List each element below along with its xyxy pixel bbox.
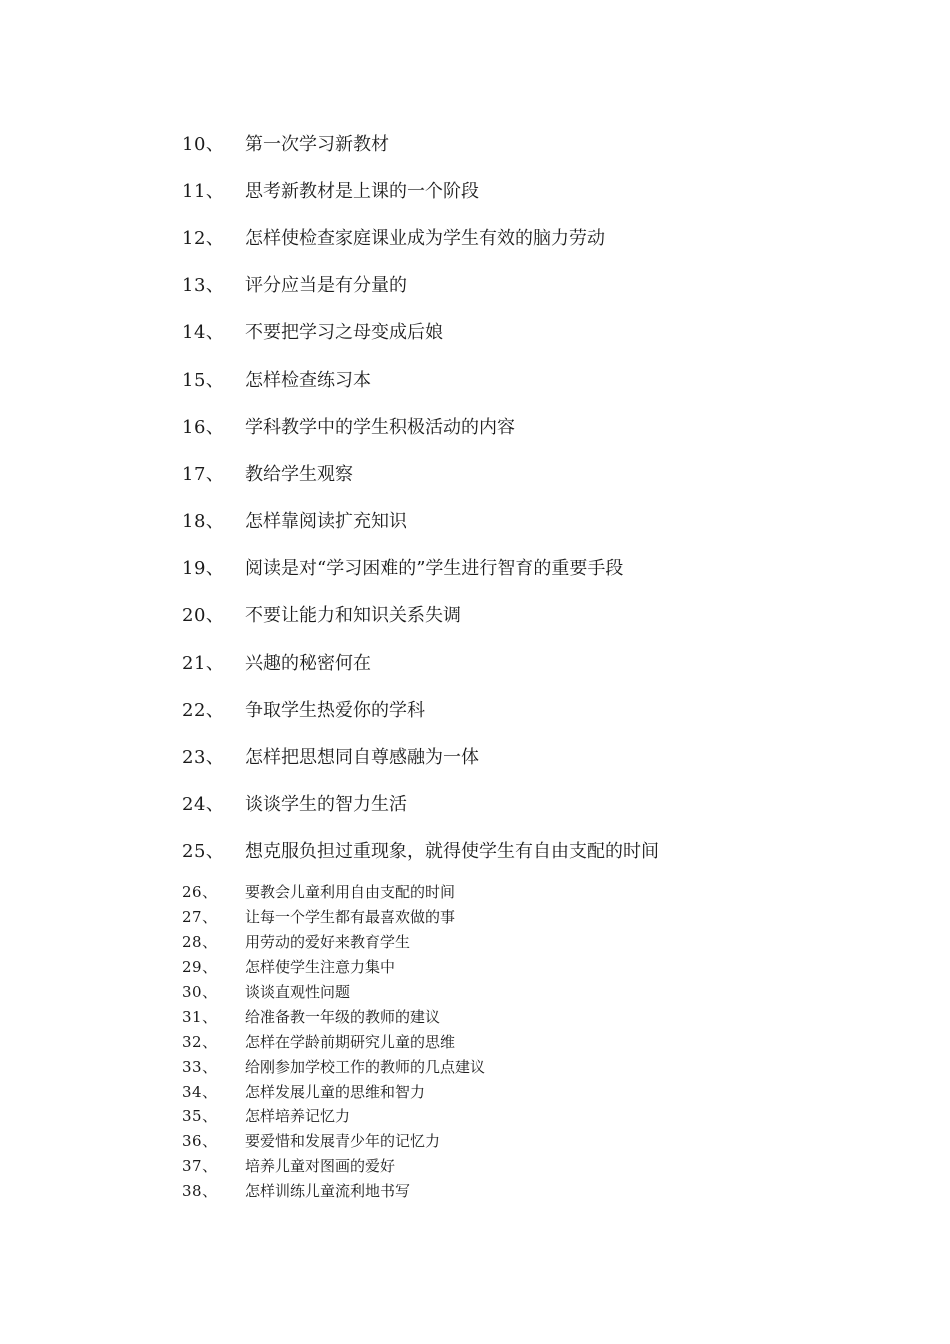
toc-item-number: 36、: [182, 1132, 218, 1151]
toc-item-number: 26、: [182, 883, 218, 902]
toc-item-title: 用劳动的爱好来教育学生: [245, 933, 411, 952]
toc-item: [182, 1029, 485, 1054]
toc-item-title: 怎样把思想同自尊感融为一体: [245, 747, 479, 769]
toc-item: [182, 1079, 485, 1104]
toc-item-title: 要爱惜和发展青少年的记忆力: [245, 1132, 441, 1151]
toc-item-title: 要教会儿童利用自由支配的时间: [245, 883, 456, 902]
toc-item: [182, 499, 659, 546]
toc-item: [182, 1004, 485, 1029]
toc-item-number: 22、: [182, 699, 225, 721]
toc-item-number: 28、: [182, 933, 218, 952]
toc-list-small: [182, 880, 485, 1204]
toc-item-number: 37、: [182, 1157, 218, 1176]
toc-item-number: 17、: [182, 463, 225, 485]
toc-item: [182, 955, 485, 980]
toc-item: [182, 451, 659, 498]
toc-item-number: 23、: [182, 747, 225, 769]
toc-item-number: 19、: [182, 558, 225, 580]
toc-item: [182, 121, 659, 168]
toc-item-title: 不要把学习之母变成后娘: [245, 322, 443, 344]
toc-item: [182, 782, 659, 829]
toc-item: [182, 980, 485, 1005]
toc-item: [182, 640, 659, 687]
toc-item-title: 怎样在学龄前期研究儿童的思维: [245, 1032, 456, 1051]
toc-item-number: 13、: [182, 275, 225, 297]
toc-item: [182, 829, 659, 876]
toc-item-number: 27、: [182, 908, 218, 927]
toc-item-title: 怎样使检查家庭课业成为学生有效的脑力劳动: [245, 227, 605, 249]
toc-item: [182, 1054, 485, 1079]
toc-item-number: 10、: [182, 133, 225, 155]
toc-item-title: 教给学生观察: [245, 463, 353, 485]
toc-item-title: 怎样检查练习本: [245, 369, 371, 391]
toc-item-number: 32、: [182, 1032, 218, 1051]
toc-item-title: 谈谈学生的智力生活: [245, 794, 407, 816]
toc-item: [182, 263, 659, 310]
toc-item-title: 争取学生热爱你的学科: [245, 699, 425, 721]
toc-item-number: 31、: [182, 1007, 218, 1026]
toc-item: [182, 1129, 485, 1154]
toc-item: [182, 734, 659, 781]
toc-item-number: 21、: [182, 652, 225, 674]
toc-item-number: 14、: [182, 322, 225, 344]
toc-item-number: 24、: [182, 794, 225, 816]
toc-item-title: 怎样训练儿童流利地书写: [245, 1182, 411, 1201]
toc-item-title: 第一次学习新教材: [245, 133, 389, 155]
toc-item-number: 15、: [182, 369, 225, 391]
toc-item-title: 怎样发展儿童的思维和智力: [245, 1082, 426, 1101]
toc-item-title: 思考新教材是上课的一个阶段: [245, 180, 479, 202]
toc-item: [182, 1179, 485, 1204]
toc-item-title: 评分应当是有分量的: [245, 275, 407, 297]
toc-item-number: 30、: [182, 983, 218, 1001]
toc-item: [182, 357, 659, 404]
toc-item: [182, 1154, 485, 1179]
toc-item: [182, 546, 659, 593]
toc-item-number: 18、: [182, 511, 225, 533]
toc-item: [182, 687, 659, 734]
toc-item: [182, 404, 659, 451]
toc-item-number: 20、: [182, 605, 225, 627]
toc-item: [182, 215, 659, 262]
toc-item: [182, 880, 485, 905]
toc-item-title: 让每一个学生都有最喜欢做的事: [245, 908, 456, 927]
toc-item-title: 阅读是对“学习困难的”学生进行智育的重要手段: [245, 558, 624, 580]
toc-item-number: 29、: [182, 958, 218, 977]
toc-item-title: 培养儿童对图画的爱好: [245, 1157, 396, 1176]
toc-item-number: 16、: [182, 416, 225, 438]
toc-item-number: 35、: [182, 1107, 218, 1126]
toc-item: [182, 905, 485, 930]
toc-item-number: 34、: [182, 1082, 218, 1101]
toc-item-number: 33、: [182, 1057, 218, 1076]
toc-item-title: 怎样靠阅读扩充知识: [245, 511, 407, 533]
toc-item-number: 12、: [182, 227, 225, 249]
toc-item-title: 给刚参加学校工作的教师的几点建议: [245, 1057, 486, 1076]
toc-item: [182, 1104, 485, 1129]
toc-item-number: 25、: [182, 841, 225, 863]
toc-item: [182, 930, 485, 955]
toc-item-title: 不要让能力和知识关系失调: [245, 605, 461, 627]
toc-item: [182, 593, 659, 640]
toc-list-large: [182, 121, 659, 876]
toc-item-title: 给准备教一年级的教师的建议: [245, 1007, 441, 1026]
toc-item-number: 11、: [182, 180, 225, 202]
toc-item-title: 谈谈直观性问题: [245, 983, 351, 1001]
toc-item-title: 怎样使学生注意力集中: [245, 958, 396, 977]
toc-item: [182, 310, 659, 357]
toc-item-title: 兴趣的秘密何在: [245, 652, 371, 674]
toc-item-number: 38、: [182, 1182, 218, 1201]
toc-item: [182, 168, 659, 215]
toc-item-title: 学科教学中的学生积极活动的内容: [245, 416, 515, 438]
toc-item-title: 怎样培养记忆力: [245, 1107, 351, 1126]
toc-item-title: 想克服负担过重现象，就得使学生有自由支配的时间: [245, 841, 659, 863]
